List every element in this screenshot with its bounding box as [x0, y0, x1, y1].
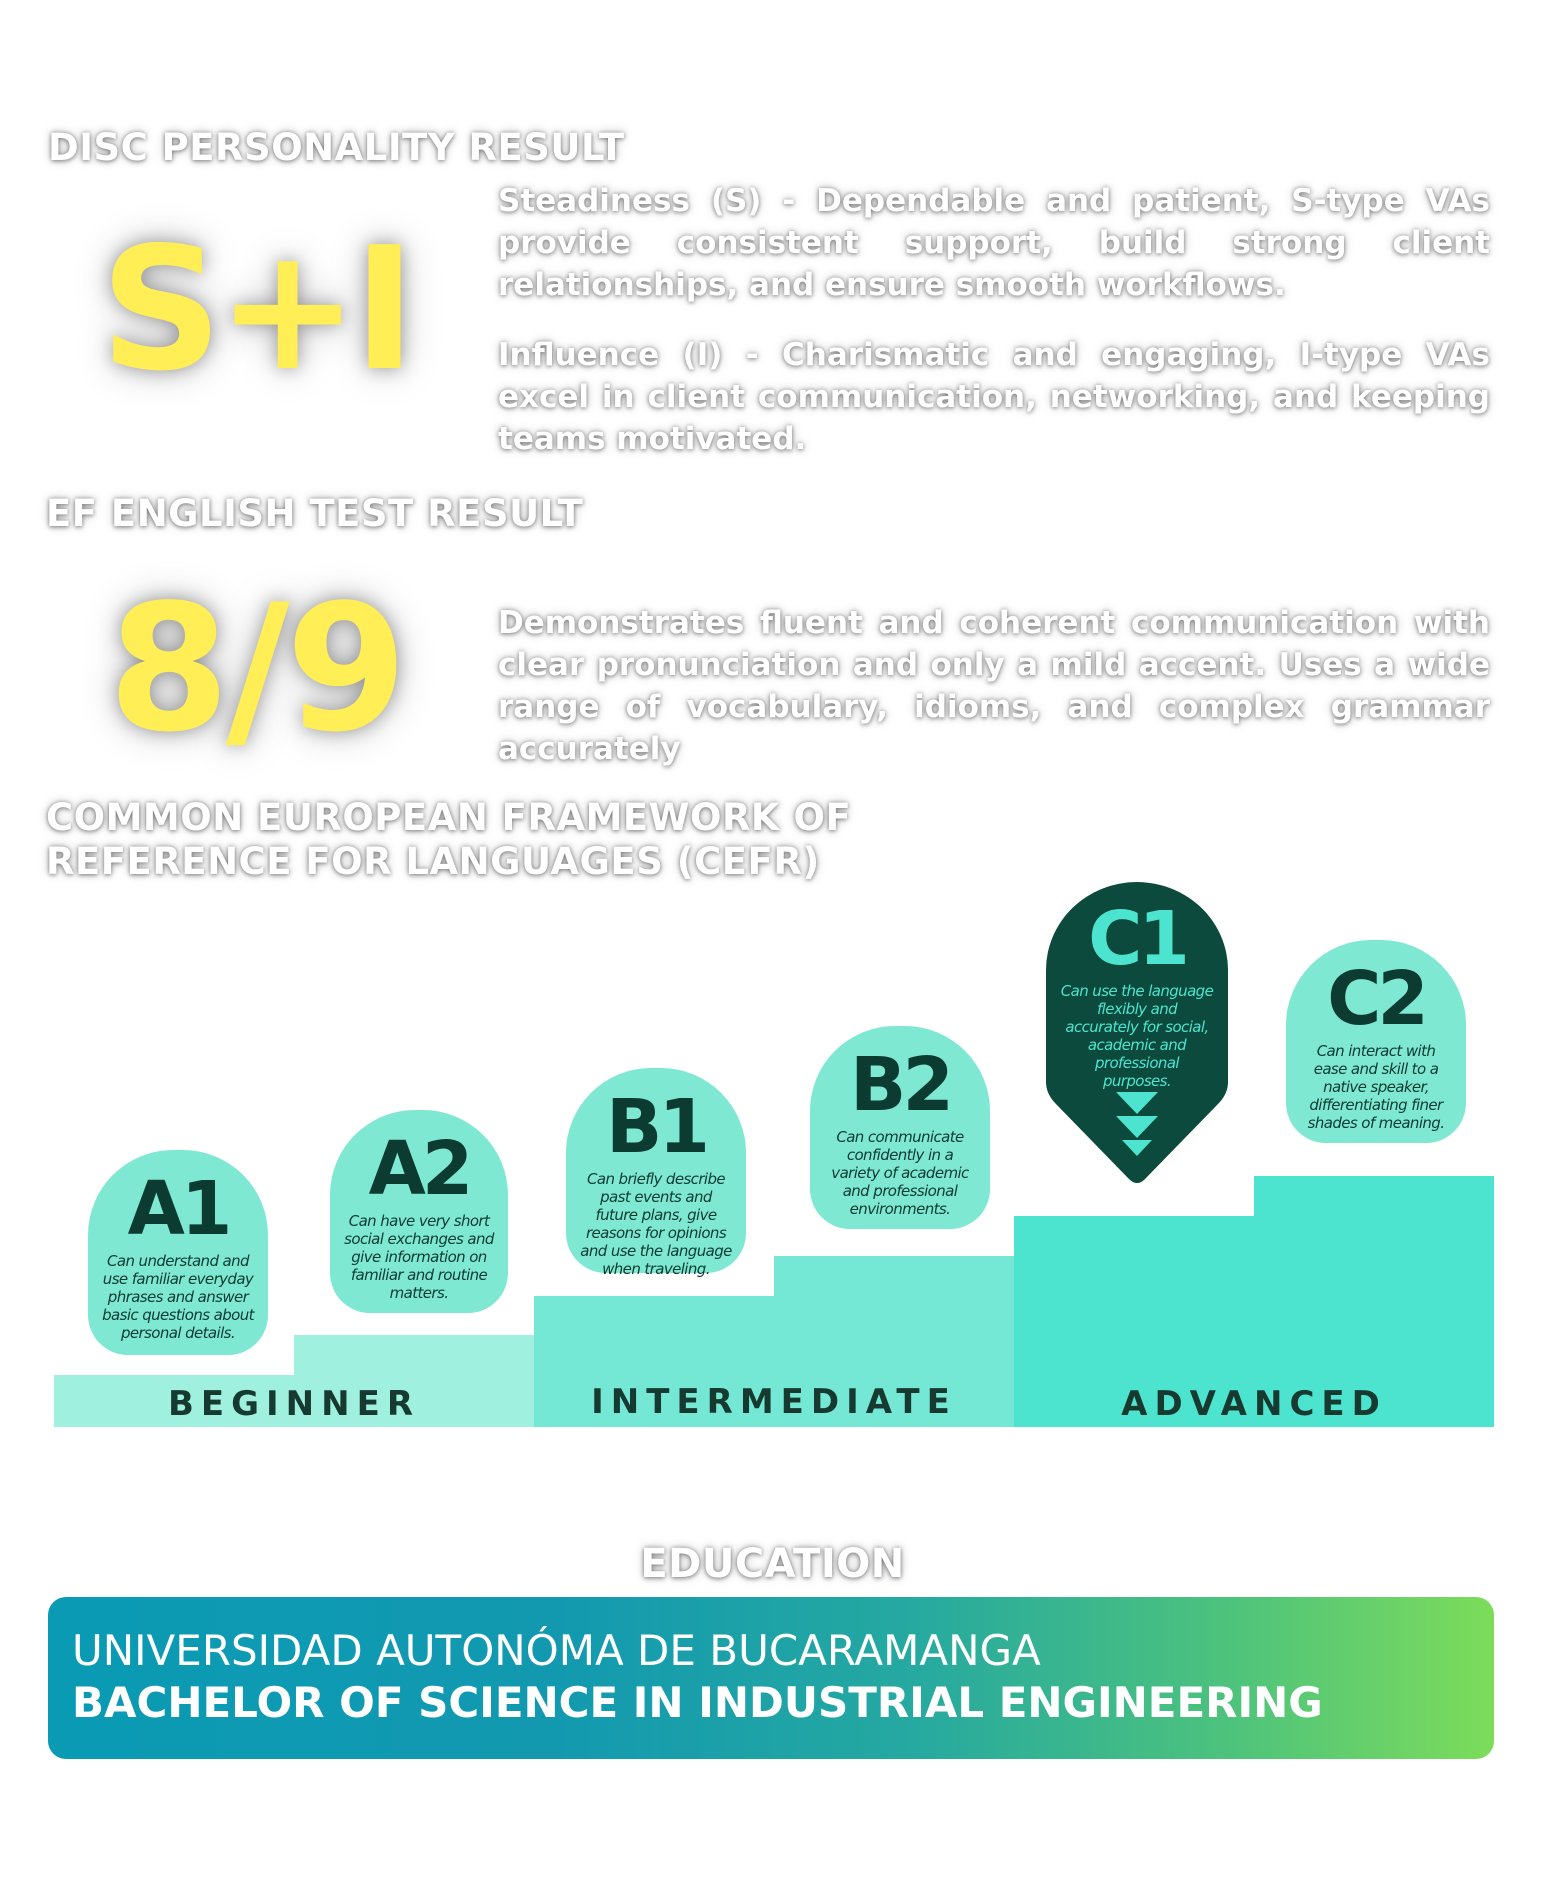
level-b1-text: Can briefly describe past events and future plans, give reasons for opinions and use the language when traveling. [580, 1170, 732, 1278]
disc-influence-text: Influence (I) - Charismatic and engaging, I-type VAs excel in client communication, networking, and keeping teams motivated. [498, 337, 1490, 457]
level-a1-text: Can understand and use familiar everyday phrases and answer basic questions about personal details. [102, 1252, 254, 1342]
cefr-title-line2: REFERENCE FOR LANGUAGES (CEFR) [46, 840, 820, 883]
level-b1-code: B1 [606, 1084, 706, 1170]
education-title: EDUCATION [640, 1541, 905, 1587]
band-advanced: ADVANCED [1121, 1384, 1387, 1424]
level-b1-card [566, 1068, 746, 1278]
disc-result: S+I [100, 211, 411, 409]
education-degree: BACHELOR OF SCIENCE IN INDUSTRIAL ENGINEERING [72, 1678, 1323, 1727]
level-c2-text: Can interact with ease and skill to a native speaker, differentiating finer shades of meaning. [1307, 1042, 1445, 1132]
level-b2-card [810, 1026, 990, 1229]
ef-score: 8/9 [108, 568, 404, 771]
ef-title: EF ENGLISH TEST RESULT [46, 492, 584, 535]
cefr-title-line1: COMMON EUROPEAN FRAMEWORK OF [46, 796, 852, 839]
level-c1-card [1046, 882, 1228, 1188]
level-a1-code: A1 [127, 1166, 229, 1252]
band-beginner: BEGINNER [167, 1384, 420, 1424]
level-a1-card [88, 1150, 268, 1355]
band-intermediate: INTERMEDIATE [591, 1382, 957, 1422]
level-a2-text: Can have very short social exchanges and give information on familiar and routine matters. [344, 1212, 494, 1302]
level-a2-code: A2 [368, 1126, 470, 1212]
disc-steadiness-text: Steadiness (S) - Dependable and patient, S-type VAs provide consistent support, build strong client relationships, and ensure smooth workflows. [498, 183, 1490, 303]
level-c1-text: Can use the language flexibly and accurately for social, academic and professional purposes. [1060, 982, 1214, 1090]
ef-description: Demonstrates fluent and coherent communication with clear pronunciation and only a mild accent. Uses a wide range of vocabulary, idioms, and complex grammar accurately [498, 605, 1490, 767]
education-school: UNIVERSIDAD AUTONÓMA DE BUCARAMANGA [72, 1626, 1041, 1675]
disc-title: DISC PERSONALITY RESULT [48, 126, 625, 169]
level-b2-code: B2 [850, 1042, 950, 1128]
level-b2-text: Can communicate confidently in a variety of academic and professional environments. [831, 1128, 969, 1218]
level-a2-card [330, 1110, 508, 1313]
level-c2-card [1286, 940, 1466, 1143]
level-c1-code: C1 [1088, 896, 1186, 982]
level-c2-code: C2 [1327, 956, 1425, 1042]
